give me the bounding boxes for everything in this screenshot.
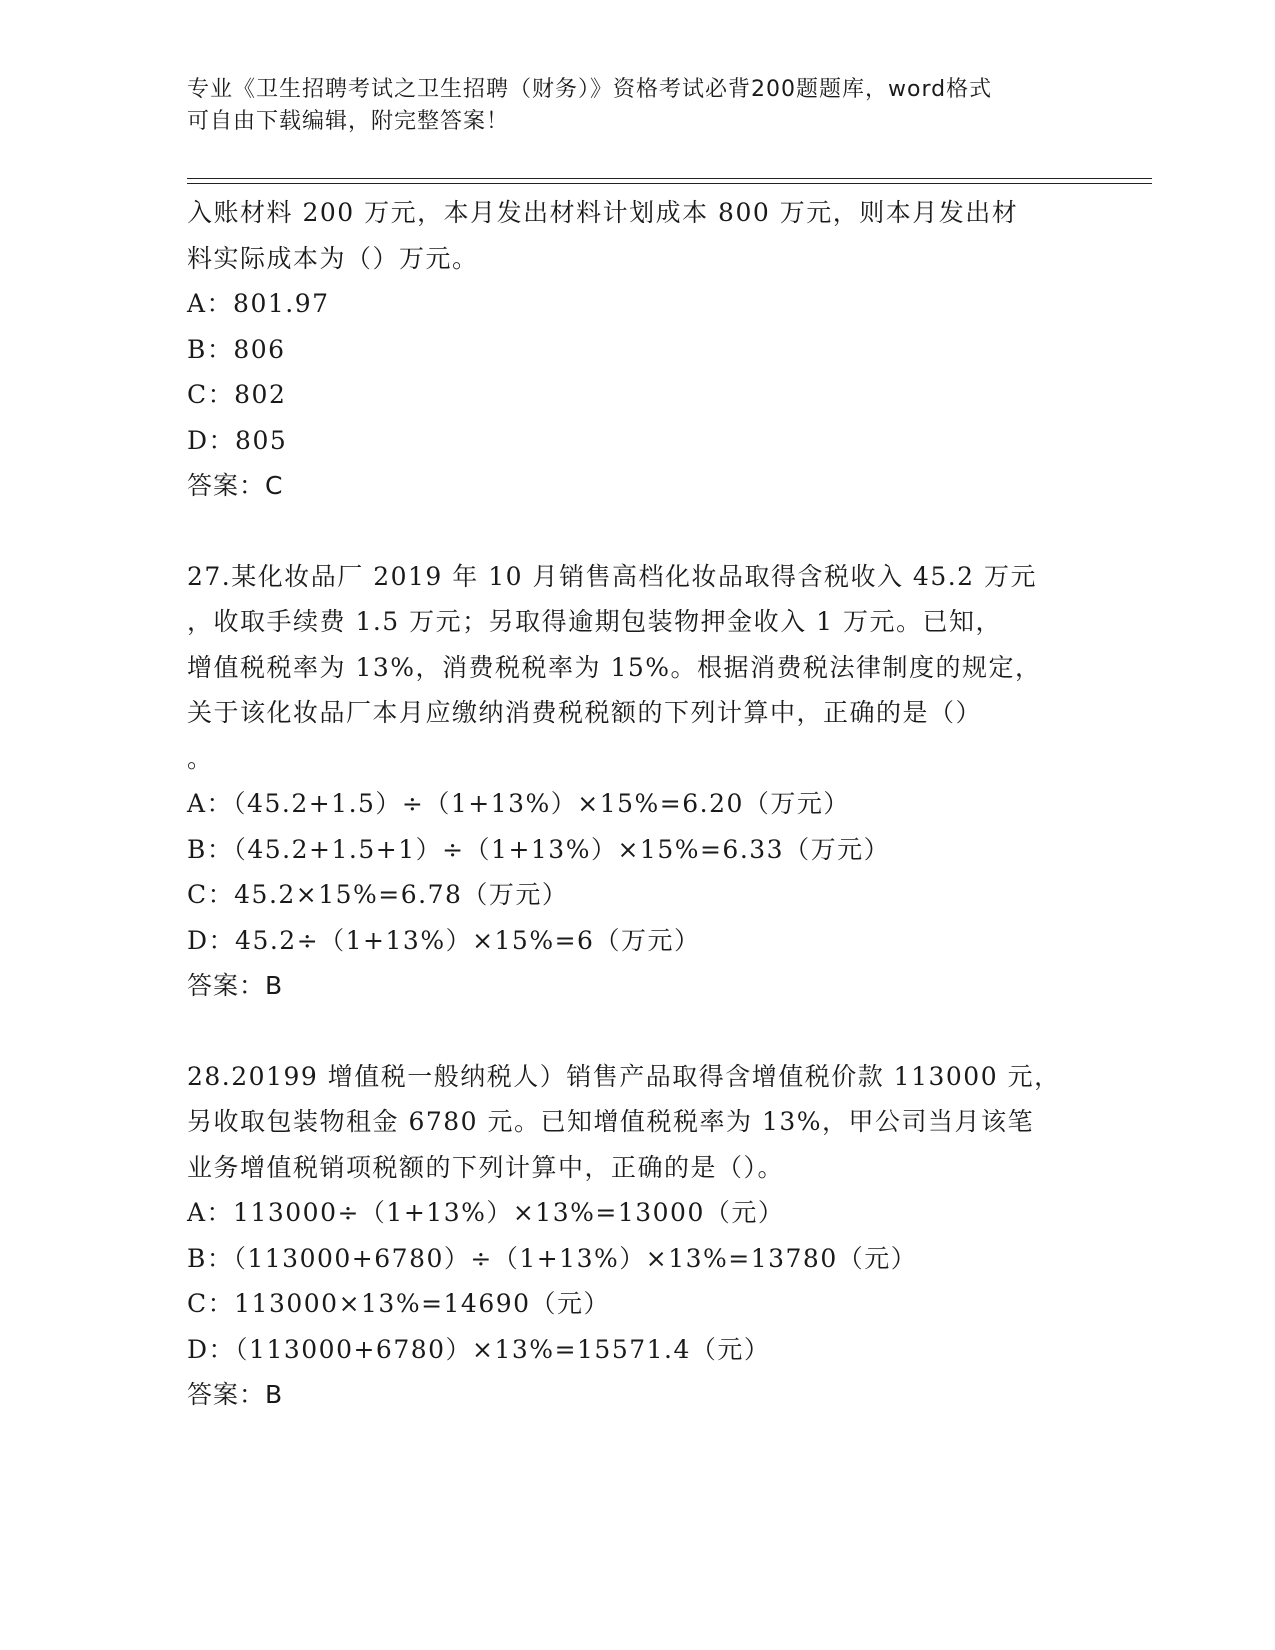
question-27-stem-line-3: 增值税税率为 13%，消费税税率为 15%。根据消费税法律制度的规定， xyxy=(187,652,1042,682)
question-27 xyxy=(187,554,1087,1009)
question-26-option-a: A：801.97 xyxy=(187,289,330,318)
page-header xyxy=(187,74,1067,138)
question-28-answer: 答案：B xyxy=(187,1380,284,1409)
question-26-option-d: D：805 xyxy=(187,425,288,455)
question-27-option-c: C：45.2×15%=6.78（万元） xyxy=(187,880,569,909)
questions-content xyxy=(187,190,1087,1418)
question-28-option-d: D：（113000+6780）×13%=15571.4（元） xyxy=(187,1334,771,1364)
header-divider-top xyxy=(187,178,1152,179)
question-28-option-b: B：（113000+6780）÷（1+13%）×13%=13780（元） xyxy=(187,1243,918,1273)
question-26-option-b: B：806 xyxy=(187,334,286,364)
header-title-line-1: 专业《卫生招聘考试之卫生招聘（财务）》资格考试必背200题题库，word格式 xyxy=(187,77,993,102)
header-divider-bottom xyxy=(187,183,1152,184)
question-27-stem-line-4: 关于该化妆品厂本月应缴纳消费税税额的下列计算中，正确的是（） xyxy=(187,698,983,727)
question-28-stem-line-1: 28.20199 增值税一般纳税人）销售产品取得含增值税价款 113000 元， xyxy=(187,1061,1061,1091)
question-26-answer: 答案：C xyxy=(187,471,284,500)
question-26-stem-line-1: 入账材料 200 万元，本月发出材料计划成本 800 万元，则本月发出材 xyxy=(187,198,1019,227)
question-27-stem-line-2: ，收取手续费 1.5 万元；另取得逾期包装物押金收入 1 万元。已知， xyxy=(187,607,1002,636)
question-spacer xyxy=(187,1009,1087,1054)
question-28-option-a: A：113000÷（1+13%）×13%=13000（元） xyxy=(187,1198,785,1227)
question-26-stem-line-2: 料实际成本为（）万元。 xyxy=(187,243,479,273)
question-28-stem-line-3: 业务增值税销项税额的下列计算中，正确的是（）。 xyxy=(187,1152,785,1182)
header-title-line-2: 可自由下载编辑，附完整答案！ xyxy=(187,109,510,134)
question-28-option-c: C：113000×13%=14690（元） xyxy=(187,1289,611,1318)
question-spacer xyxy=(187,509,1087,554)
question-27-stem-line-5: 。 xyxy=(187,743,214,773)
question-27-stem-line-1: 27.某化妆品厂 2019 年 10 月销售高档化妆品取得含税收入 45.2 万元 xyxy=(187,561,1038,591)
question-28 xyxy=(187,1054,1087,1418)
question-28-stem-line-2: 另收取包装物租金 6780 元。已知增值税税率为 13%，甲公司当月该笔 xyxy=(187,1107,1035,1136)
question-27-option-d: D：45.2÷（1+13%）×15%=6（万元） xyxy=(187,925,701,955)
question-26-option-c: C：802 xyxy=(187,380,287,409)
question-26 xyxy=(187,190,1087,509)
question-27-answer: 答案：B xyxy=(187,971,284,1000)
question-27-option-b: B：（45.2+1.5+1）÷（1+13%）×15%=6.33（万元） xyxy=(187,834,891,864)
question-27-option-a: A：（45.2+1.5）÷（1+13%）×15%=6.20（万元） xyxy=(187,789,850,818)
